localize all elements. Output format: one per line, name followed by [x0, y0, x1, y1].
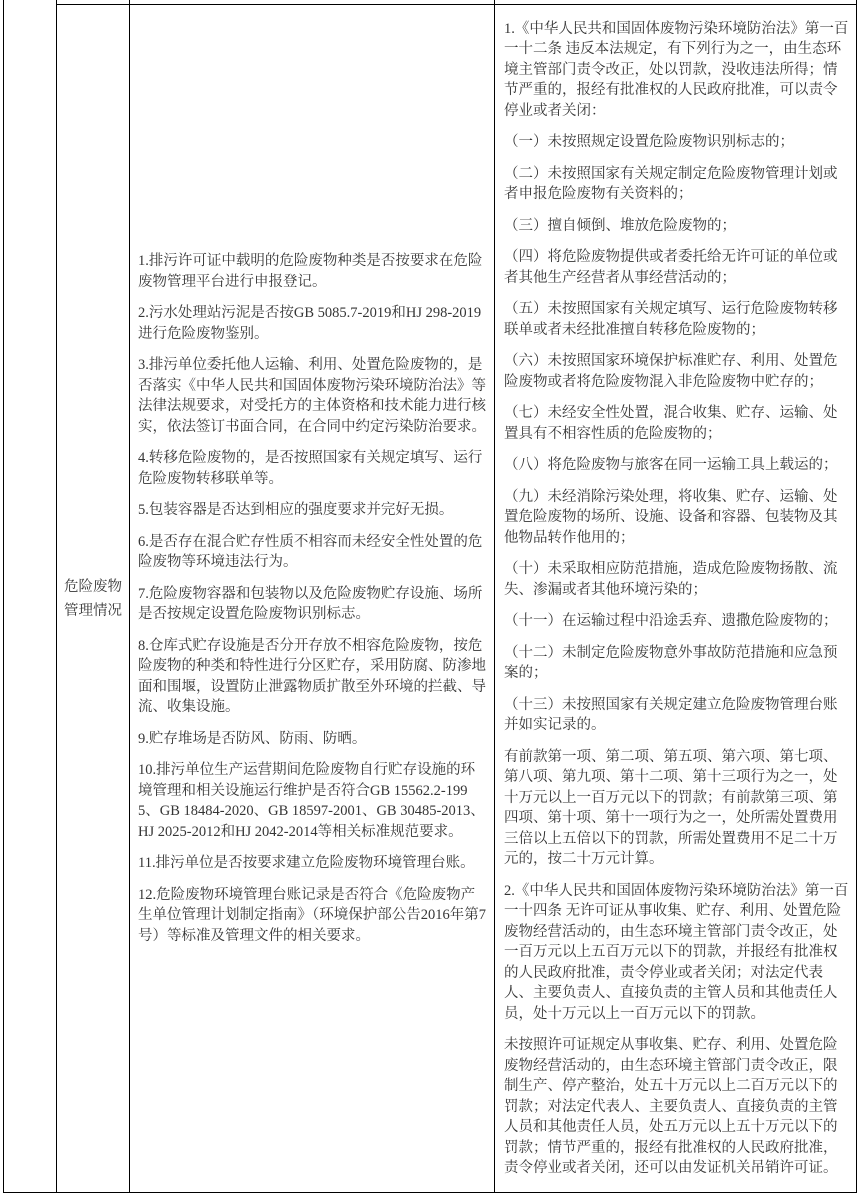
- inspection-item: 8.仓库式贮存设施是否分开存放不相容危险废物，按危险废物的种类和特性进行分区贮存，采用防腐、防渗地面和围堰，设置防止泄露物质扩散至外环境的拦截、导流、收集设施。: [138, 637, 486, 715]
- legal-paragraph: （十二）未制定危险废物意外事故防范措施和应急预案的；: [504, 644, 838, 681]
- legal-paragraph: 有前款第一项、第二项、第五项、第六项、第七项、第八项、第九项、第十二项、第十三项行为之一，处十万元以上一百万元以下的罚款；有前款第三项、第四项、第十项、第十一项行为之一，处所需处置费用三倍以上五倍以下的罚款，所需处置费用不足二十万元的，按二十万元计算。: [504, 748, 838, 867]
- legal-basis-cell: [495, 5, 857, 1192]
- legal-paragraph: （三）擅自倾倒、堆放危险废物的；: [504, 217, 736, 234]
- inspection-items-cell: [130, 5, 494, 1192]
- inspection-item: 10.排污单位生产运营期间危险废物自行贮存设施的环境管理和相关设施运行维护是否符合GB 15562.2-1995、GB 18484-2020、GB 18597-2001、GB 30485-2013、HJ 2025-2012和HJ 2042-2014等相关标准规范要求。: [138, 762, 485, 840]
- table-border-row-bottom: [3, 1192, 857, 1193]
- legal-paragraph: （十一）在运输过程中沿途丢弃、遗撒危险废物的；: [504, 613, 838, 629]
- legal-paragraph: （九）未经消除污染处理，将收集、贮存、运输、处置危险废物的场所、设施、设备和容器、包装物及其他物品转作他用的；: [504, 488, 838, 546]
- inspection-item: 3.排污单位委托他人运输、利用、处置危险废物的，是否落实《中华人民共和国固体废物污染环境防治法》等法律法规要求，对受托方的主体资格和技术能力进行核实，依法签订书面合同，在合同中约定污染防治要求。: [138, 357, 486, 435]
- legal-paragraph: （二）未按照国家有关规定制定危险废物管理计划或者申报危险废物有关资料的；: [504, 165, 838, 202]
- legal-paragraph: （六）未按照国家环境保护标准贮存、利用、处置危险废物或者将危险废物混入非危险废物中贮存的；: [504, 353, 838, 390]
- inspection-item: 5.包装容器是否达到相应的强度要求并完好无损。: [138, 502, 454, 518]
- inspection-item: 4.转移危险废物的，是否按照国家有关规定填写、运行危险废物转移联单等。: [138, 450, 483, 487]
- legal-paragraph: （八）将危险废物与旅客在同一运输工具上载运的；: [504, 457, 838, 473]
- row-label: 危险废物管理情况: [64, 578, 122, 619]
- inspection-item: 1.排污许可证中载明的危险废物种类是否按要求在危险废物管理平台进行申报登记。: [138, 253, 483, 290]
- inspection-item: 12.危险废物环境管理台账记录是否符合《危险废物产生单位管理计划制定指南》（环境保护部公告2016年第7号）等标准及管理文件的相关要求。: [138, 886, 486, 944]
- legal-paragraph: （七）未经安全性处置，混合收集、贮存、运输、处置具有不相容性质的危险废物的；: [504, 405, 838, 442]
- legal-paragraph: 未按照许可证规定从事收集、贮存、利用、处置危险废物经营活动的，由生态环境主管部门责令改正，限制生产、停产整治，处五十万元以上二百万元以下的罚款；对法定代表人、主要负责人、直接负责的主管人员和其他责任人员，处五万元以上五十万元以下的罚款；情节严重的，报经有批准权的人民政府批准，责令停业或者关闭，还可以由发证机关吊销许可证。: [504, 1037, 838, 1176]
- legal-paragraph: （五）未按照国家有关规定填写、运行危险废物转移联单或者未经批准擅自转移危险废物的；: [504, 301, 838, 338]
- row-label-cell: [57, 5, 129, 1192]
- inspection-item: 6.是否存在混合贮存性质不相容而未经安全性处置的危险废物等环境违法行为。: [138, 533, 483, 570]
- inspection-item: 11.排污单位是否按要求建立危险废物环境管理台账。: [138, 855, 475, 871]
- inspection-item: 7.危险废物容器和包装物以及危险废物贮存设施、场所是否按规定设置危险废物识别标志。: [138, 585, 483, 622]
- inspection-item: 2.污水处理站污泥是否按GB 5085.7-2019和HJ 298-2019进行危险废物鉴别。: [138, 305, 482, 342]
- table-border-left: [3, 0, 4, 1193]
- legal-paragraph: 2.《中华人民共和国固体废物污染环境防治法》第一百一十四条 无许可证从事收集、贮存、利用、处置危险废物经营活动的，由生态环境主管部门责令改正，处一百万元以上五百万元以下的罚款，并报经有批准权的人民政府批准，责令停业或者关闭；对法定代表人、主要负责人、直接负责的主管人员和其他责任人员，处十万元以上一百万元以下的罚款。: [504, 882, 849, 1022]
- legal-paragraph: （四）将危险废物提供或者委托给无许可证的单位或者其他生产经营者从事经营活动的；: [504, 249, 838, 286]
- legal-paragraph: 1.《中华人民共和国固体废物污染环境防治法》第一百一十二条 违反本法规定，有下列行为之一，由生态环境主管部门责令改正，处以罚款，没收违法所得；情节严重的，报经有批准权的人民政府批准，可以责令停业或者关闭：: [504, 20, 849, 119]
- legal-paragraph: （一）未按照规定设置危险废物识别标志的；: [504, 134, 794, 150]
- legal-paragraph: （十）未采取相应防范措施，造成危险废物扬散、流失、渗漏或者其他环境污染的；: [504, 561, 838, 598]
- legal-paragraph: （十三）未按照国家有关规定建立危险废物管理台账并如实记录的。: [504, 696, 838, 733]
- inspection-item: 9.贮存堆场是否防风、防雨、防晒。: [138, 730, 367, 747]
